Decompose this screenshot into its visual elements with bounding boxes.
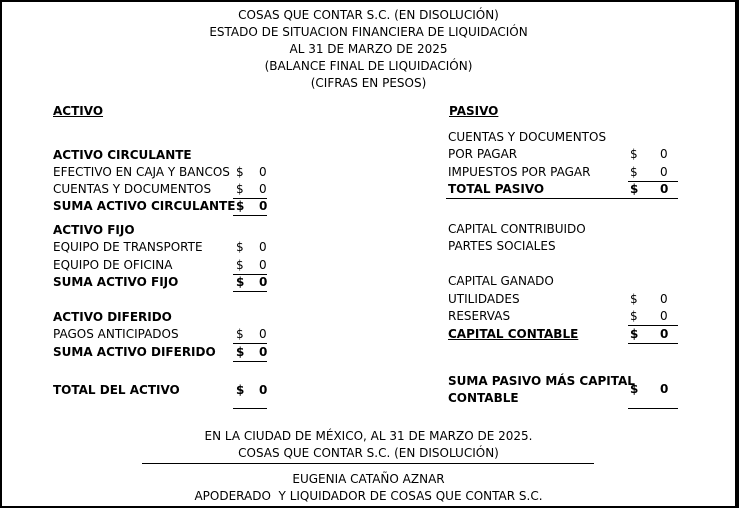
total-activo-value: 0 bbox=[259, 383, 268, 397]
efectivo-value: 0 bbox=[259, 165, 267, 179]
suma-diferido-label: SUMA ACTIVO DIFERIDO bbox=[53, 345, 216, 359]
subtotal-rule bbox=[628, 325, 678, 326]
reservas-label: RESERVAS bbox=[448, 309, 511, 323]
utilidades-label: UTILIDADES bbox=[448, 292, 520, 306]
total-rule bbox=[233, 291, 267, 292]
activo-circulante-title: ACTIVO CIRCULANTE bbox=[53, 148, 192, 162]
capital-contribuido-label: CAPITAL CONTRIBUIDO bbox=[448, 222, 586, 236]
pagos-label: PAGOS ANTICIPADOS bbox=[53, 327, 179, 341]
pagos-currency: $ bbox=[236, 327, 244, 341]
total-rule bbox=[446, 198, 678, 199]
header-subtitle: (BALANCE FINAL DE LIQUIDACIÓN) bbox=[264, 59, 473, 73]
header-statement: ESTADO DE SITUACION FINANCIERA DE LIQUIDACIÓN bbox=[209, 25, 528, 39]
suma-fijo-currency: $ bbox=[236, 275, 245, 289]
oficina-currency: $ bbox=[236, 258, 244, 272]
cuentas-pagar-currency: $ bbox=[630, 147, 638, 161]
header-units: (CIFRAS EN PESOS) bbox=[310, 76, 427, 90]
impuestos-label: IMPUESTOS POR PAGAR bbox=[448, 165, 591, 179]
impuestos-value: 0 bbox=[660, 165, 668, 179]
reservas-value: 0 bbox=[660, 309, 668, 323]
capital-contable-label: CAPITAL CONTABLE bbox=[448, 327, 579, 341]
cuentas-currency: $ bbox=[236, 182, 244, 196]
total-activo-currency: $ bbox=[236, 383, 245, 397]
total-rule bbox=[233, 361, 267, 362]
oficina-value: 0 bbox=[259, 258, 267, 272]
signature-line bbox=[142, 463, 594, 464]
suma-diferido-currency: $ bbox=[236, 345, 245, 359]
footer-role: APODERADO Y LIQUIDADOR DE COSAS QUE CONTAR S.C. bbox=[194, 489, 543, 503]
header-date: AL 31 DE MARZO DE 2025 bbox=[289, 42, 448, 56]
capital-contable-currency: $ bbox=[630, 327, 639, 341]
cuentas-pagar-value: 0 bbox=[660, 147, 668, 161]
efectivo-currency: $ bbox=[236, 165, 244, 179]
suma-fijo-label: SUMA ACTIVO FIJO bbox=[53, 275, 179, 289]
transporte-label: EQUIPO DE TRANSPORTE bbox=[53, 240, 203, 254]
suma-pasivo-currency: $ bbox=[630, 382, 639, 396]
subtotal-rule bbox=[233, 343, 267, 344]
transporte-currency: $ bbox=[236, 240, 244, 254]
total-rule bbox=[233, 408, 267, 409]
activo-title: ACTIVO bbox=[53, 104, 104, 118]
utilidades-value: 0 bbox=[660, 292, 668, 306]
partes-sociales-label: PARTES SOCIALES bbox=[448, 239, 556, 253]
oficina-label: EQUIPO DE OFICINA bbox=[53, 258, 173, 272]
total-rule bbox=[628, 343, 678, 344]
suma-pasivo-label-1: SUMA PASIVO MÁS CAPITAL bbox=[448, 374, 635, 388]
total-pasivo-label: TOTAL PASIVO bbox=[448, 182, 545, 196]
activo-diferido-title: ACTIVO DIFERIDO bbox=[53, 310, 172, 324]
suma-circulante-value: 0 bbox=[259, 199, 268, 213]
footer-signer: EUGENIA CATAÑO AZNAR bbox=[292, 472, 445, 486]
total-rule bbox=[628, 408, 678, 409]
efectivo-label: EFECTIVO EN CAJA Y BANCOS bbox=[53, 165, 230, 179]
utilidades-currency: $ bbox=[630, 292, 638, 306]
suma-fijo-value: 0 bbox=[259, 275, 268, 289]
footer-place-date: EN LA CIUDAD DE MÉXICO, AL 31 DE MARZO DE 2025. bbox=[204, 429, 533, 443]
total-activo-label: TOTAL DEL ACTIVO bbox=[53, 383, 180, 397]
document-page bbox=[2, 2, 735, 506]
reservas-currency: $ bbox=[630, 309, 638, 323]
capital-ganado-label: CAPITAL GANADO bbox=[448, 274, 554, 288]
cuentas-value: 0 bbox=[259, 182, 267, 196]
suma-pasivo-label-2: CONTABLE bbox=[448, 391, 519, 405]
activo-fijo-title: ACTIVO FIJO bbox=[53, 223, 135, 237]
capital-contable-value: 0 bbox=[660, 327, 669, 341]
suma-diferido-value: 0 bbox=[259, 345, 268, 359]
suma-circulante-currency: $ bbox=[236, 199, 245, 213]
pagos-value: 0 bbox=[259, 327, 267, 341]
footer-company: COSAS QUE CONTAR S.C. (EN DISOLUCIÓN) bbox=[238, 446, 499, 460]
header-company: COSAS QUE CONTAR S.C. (EN DISOLUCIÓN) bbox=[238, 8, 499, 22]
suma-pasivo-value: 0 bbox=[660, 382, 669, 396]
cuentas-label: CUENTAS Y DOCUMENTOS bbox=[53, 182, 212, 196]
total-rule bbox=[233, 215, 267, 216]
impuestos-currency: $ bbox=[630, 165, 638, 179]
pasivo-title: PASIVO bbox=[449, 104, 499, 118]
total-pasivo-currency: $ bbox=[630, 182, 639, 196]
suma-circulante-label: SUMA ACTIVO CIRCULANTE bbox=[53, 199, 236, 213]
transporte-value: 0 bbox=[259, 240, 267, 254]
total-pasivo-value: 0 bbox=[660, 182, 669, 196]
cuentas-pagar-label-1: CUENTAS Y DOCUMENTOS bbox=[448, 130, 607, 144]
cuentas-pagar-label-2: POR PAGAR bbox=[448, 147, 518, 161]
